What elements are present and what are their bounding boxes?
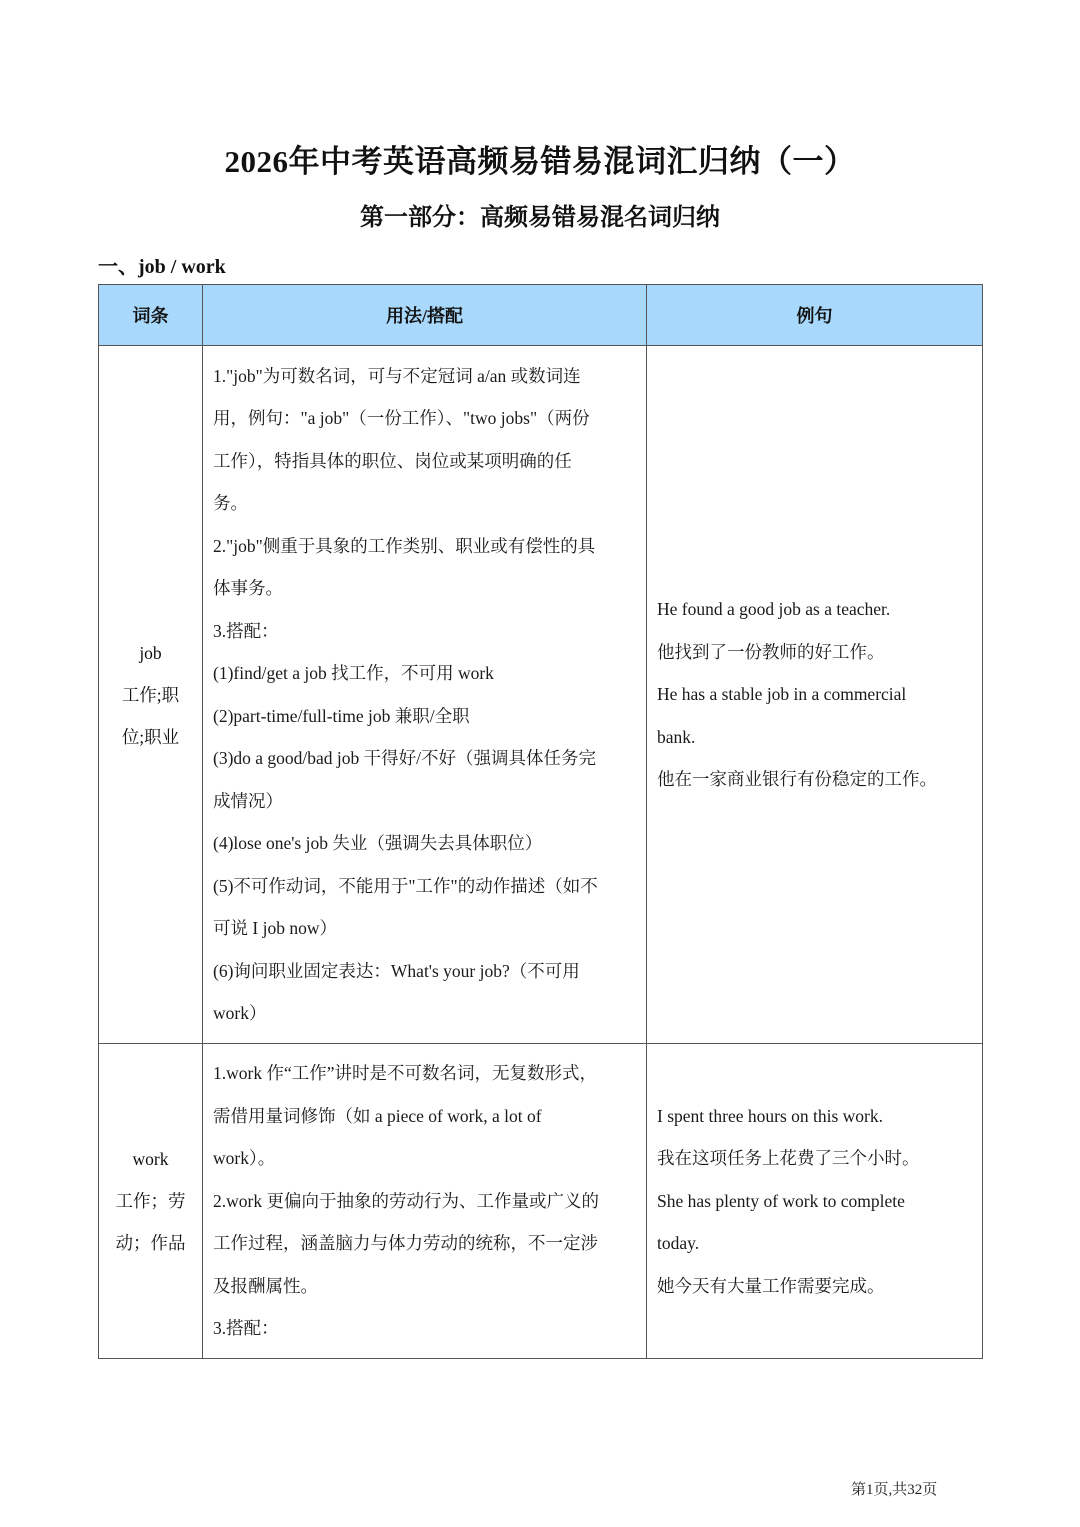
usage-line: (4)lose one's job 失业（强调失去具体职位） (213, 833, 543, 853)
usage-line: 3.搭配： (213, 1318, 279, 1339)
term-word: work (132, 1149, 169, 1169)
term-meaning-line: 位;职业 (121, 726, 180, 747)
usage-line: 1.work 作“工作”讲时是不可数名词，无复数形式， (213, 1063, 597, 1084)
usage-line: 体事务。 (213, 578, 283, 598)
example-line: He found a good job as a teacher. (657, 599, 891, 620)
example-line: 我在这项任务上花费了三个小时。 (657, 1148, 920, 1169)
usage-line: 及报酬属性。 (213, 1275, 318, 1296)
usage-line: 工作过程，涵盖脑力与体力劳动的统称，不一定涉 (213, 1233, 598, 1254)
page-number: 第1页,共32页 (851, 1482, 938, 1498)
term-word: job (139, 642, 162, 663)
usage-line: 2.work 更偏向于抽象的劳动行为、工作量或广义的 (213, 1190, 599, 1211)
example-line: I spent three hours on this work. (657, 1105, 884, 1126)
document-title: 2026年中考英语高频易错易混词汇归纳（一） (224, 144, 856, 179)
usage-line: (3)do a good/bad job 干得好/不好（强调具体任务完 (213, 748, 597, 768)
usage-cell (203, 1044, 647, 1359)
term-cell (99, 346, 203, 1044)
table-header-row (99, 285, 983, 346)
example-line: He has a stable job in a commercial (657, 684, 907, 705)
usage-line: (2)part-time/full-time job 兼职/全职 (213, 705, 470, 726)
table-row (99, 1044, 983, 1359)
header-term: 词条 (99, 285, 203, 346)
usage-line: 需借用量词修饰（如 a piece of work, a lot of (213, 1105, 542, 1126)
example-line: 她今天有大量工作需要完成。 (657, 1275, 885, 1296)
table-row (99, 346, 983, 1044)
example-line: bank. (657, 726, 696, 747)
usage-line: 1."job"为可数名词，可与不定冠词 a/an 或数词连 (213, 365, 581, 386)
usage-line: (1)find/get a job 找工作，不可用 work (213, 663, 494, 683)
example-line: today. (657, 1233, 700, 1254)
usage-line: work）。 (213, 1148, 276, 1169)
usage-line: 成情况） (213, 790, 283, 811)
usage-line: 3.搭配： (213, 620, 279, 641)
example-line: 他找到了一份教师的好工作。 (657, 641, 885, 662)
header-usage: 用法/搭配 (203, 285, 647, 346)
usage-line: (5)不可作动词，不能用于"工作"的动作描述（如不 (213, 875, 598, 896)
example-line: 他在一家商业银行有份稳定的工作。 (657, 769, 937, 790)
usage-line: (6)询问职业固定表达：What's your job?（不可用 (213, 960, 580, 981)
example-cell (647, 1044, 983, 1359)
usage-cell (203, 346, 647, 1044)
term-meaning-line: 工作；劳 (115, 1191, 186, 1211)
term-meaning-line: 动；作品 (115, 1233, 186, 1253)
example-line: She has plenty of work to complete (657, 1190, 905, 1211)
term-cell (99, 1044, 203, 1359)
part-subtitle: 第一部分：高频易错易混名词归纳 (360, 205, 720, 231)
example-cell (647, 346, 983, 1044)
usage-line: 务。 (213, 493, 248, 513)
vocabulary-table (98, 284, 983, 1359)
section-heading: 一、job / work (98, 256, 226, 278)
usage-line: 可说 I job now） (213, 918, 337, 938)
usage-line: 工作），特指具体的职位、岗位或某项明确的任 (213, 450, 572, 471)
usage-line: 2."job"侧重于具象的工作类别、职业或有偿性的具 (213, 535, 596, 556)
usage-line: work） (213, 1003, 267, 1023)
term-meaning-line: 工作;职 (121, 684, 180, 705)
header-example: 例句 (647, 285, 983, 346)
usage-line: 用，例句："a job"（一份工作）、"two jobs"（两份 (213, 408, 590, 428)
